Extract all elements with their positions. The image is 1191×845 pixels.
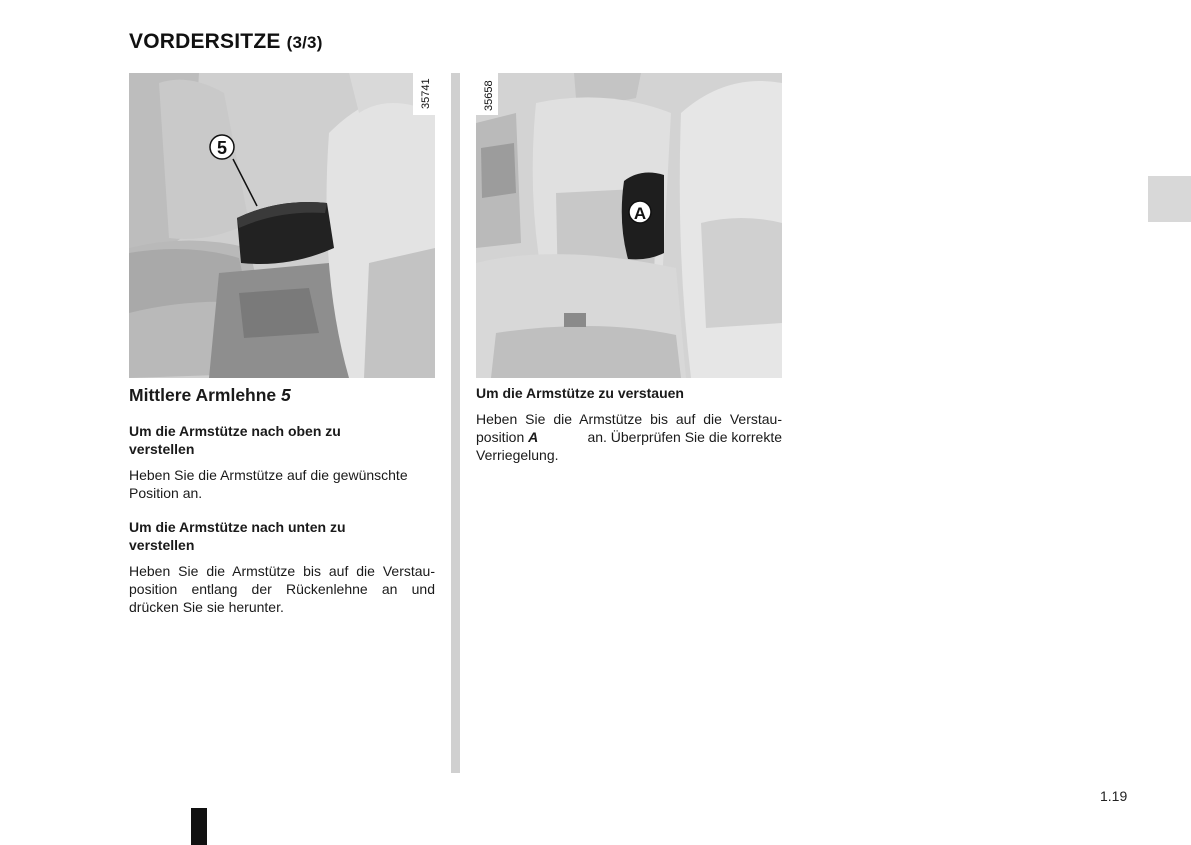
callout-a: A [633, 204, 647, 223]
subheading-down-line2: verstellen [129, 537, 195, 553]
paragraph-stow-ref: A [528, 429, 539, 445]
paragraph-down-line1: Heben Sie die Armstütze bis auf die Verstau- [129, 563, 435, 579]
paragraph-down [129, 562, 435, 616]
callout-5: 5 [216, 138, 228, 158]
subheading-stow: Um die Armstütze zu verstauen [476, 385, 684, 401]
paragraph-down-line3: drücken Sie sie herunter. [129, 599, 284, 615]
page-marker [191, 808, 207, 845]
page-title-main: VORDERSITZE [129, 30, 281, 53]
right-column [476, 384, 782, 464]
chapter-tab [1148, 176, 1191, 222]
figure-ref-left: 35741 [420, 78, 432, 109]
paragraph-stow-line2-post: an. Überprüfen Sie die korrekte [587, 429, 782, 445]
paragraph-stow-line2 [476, 428, 782, 446]
paragraph-up [129, 466, 435, 502]
paragraph-stow-line2-pre: position [476, 429, 525, 445]
paragraph-up-line1: Heben Sie die Armstütze auf die gewünschte [129, 467, 408, 483]
subheading-down [129, 518, 435, 554]
paragraph-down-line2: position entlang der Rückenlehne an und [129, 581, 435, 597]
subheading-up [129, 422, 435, 458]
figure-ref-right: 35658 [483, 80, 495, 111]
armrest-photo-right [476, 73, 782, 378]
paragraph-stow-line1: Heben Sie die Armstütze bis auf die Verstau- [476, 411, 782, 427]
paragraph-up-line2: Position an. [129, 485, 203, 501]
page-title [129, 30, 323, 54]
section-heading [129, 384, 435, 406]
subheading-down-line1: Um die Armstütze nach unten zu [129, 519, 346, 535]
page-title-sub: (3/3) [286, 33, 323, 52]
paragraph-stow [476, 410, 782, 464]
column-divider [451, 73, 460, 773]
left-column [129, 384, 435, 616]
section-heading-text: Mittlere Armlehne [129, 385, 277, 405]
subheading-up-line2: verstellen [129, 441, 195, 457]
armrest-photo-left [129, 73, 435, 378]
subheading-up-line1: Um die Armstütze nach oben zu [129, 423, 341, 439]
paragraph-stow-line3: Verriegelung. [476, 447, 559, 463]
section-heading-ref: 5 [281, 385, 291, 405]
page-number: 1.19 [1100, 788, 1128, 804]
